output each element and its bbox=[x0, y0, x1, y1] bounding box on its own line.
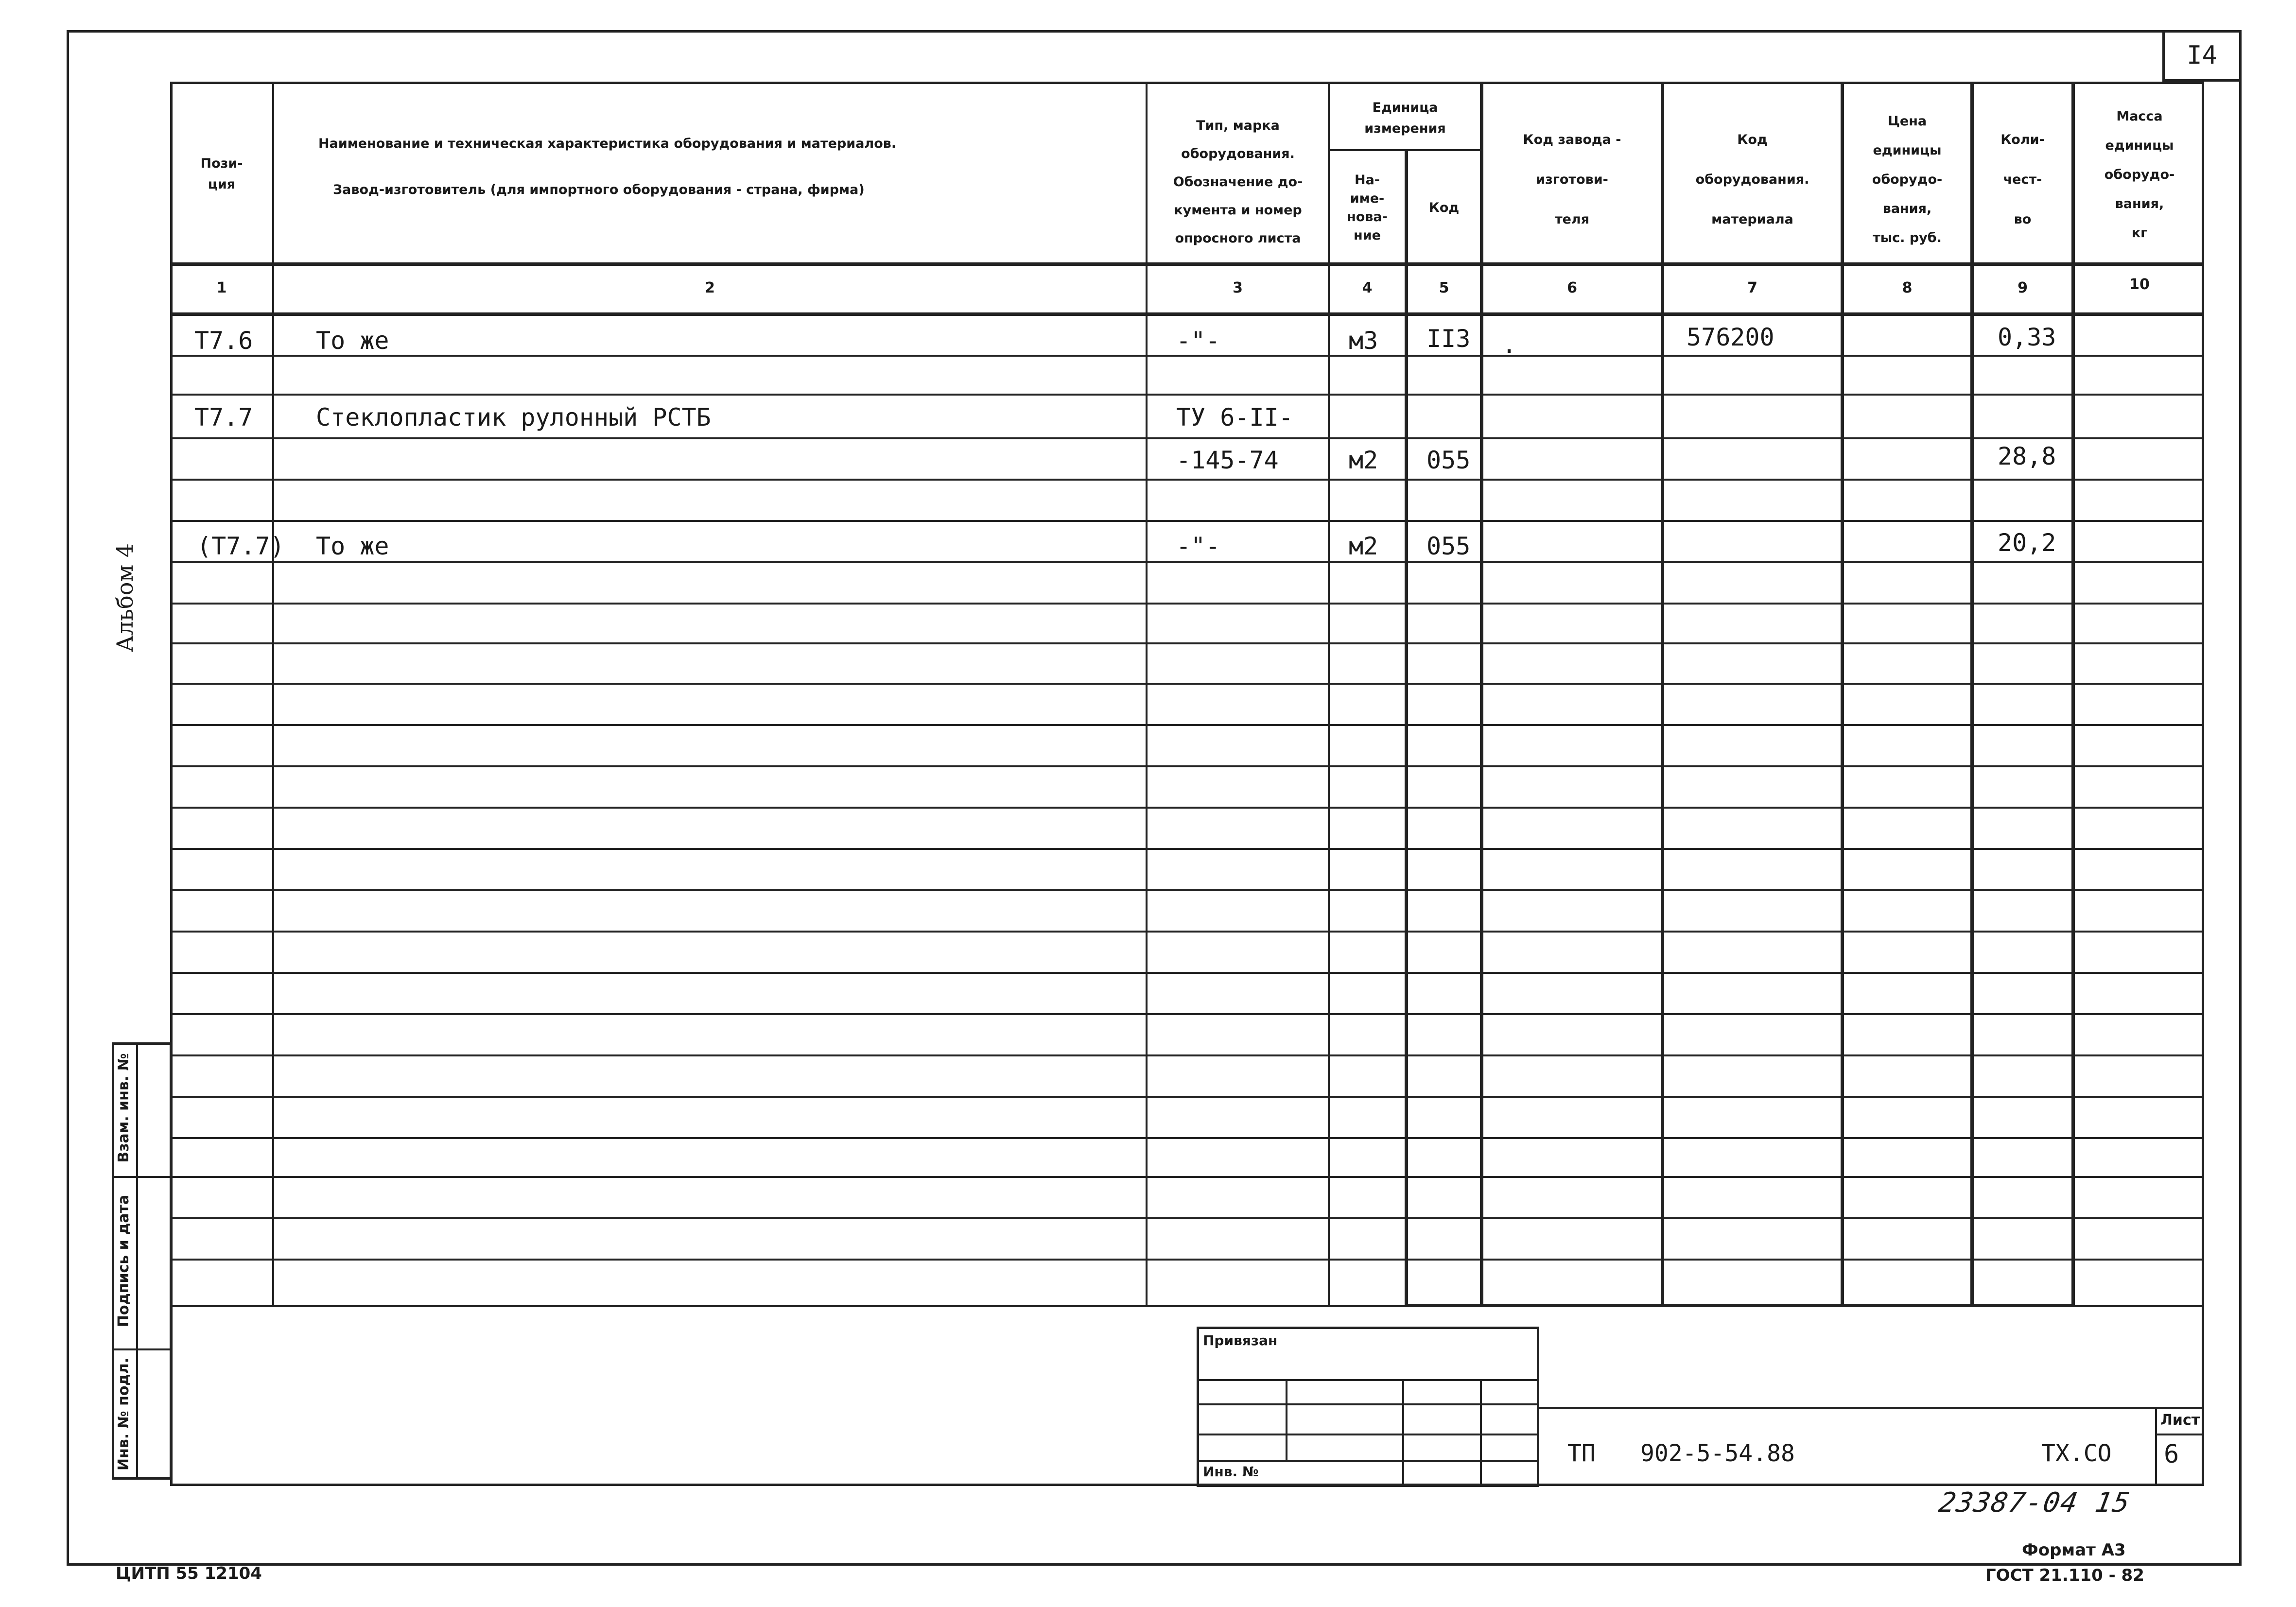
row-line bbox=[170, 1137, 2204, 1139]
row-line bbox=[170, 848, 2204, 850]
row4-name: То же bbox=[316, 532, 389, 560]
inv-no-label: Инв. № bbox=[1203, 1464, 1259, 1480]
col-line-9 bbox=[2071, 82, 2075, 1307]
row-line bbox=[170, 807, 2204, 809]
row2-type: ТУ 6-II- bbox=[1176, 403, 1293, 432]
header-bottom-line bbox=[170, 262, 2204, 266]
row3-code: 055 bbox=[1426, 446, 1471, 474]
colnum-3: 3 bbox=[1233, 279, 1243, 296]
data-bottom-bold bbox=[1405, 1304, 2075, 1307]
col-line-1 bbox=[272, 82, 274, 1307]
row3-type: -145-74 bbox=[1176, 446, 1279, 474]
row-line bbox=[170, 603, 2204, 605]
row-line bbox=[170, 1217, 2204, 1219]
row-line bbox=[170, 437, 2204, 439]
row4-unit: м2 bbox=[1349, 532, 1378, 560]
row1-unit: м3 bbox=[1349, 327, 1378, 355]
colnum-7: 7 bbox=[1747, 279, 1757, 296]
row-line bbox=[170, 1176, 2204, 1178]
title-sheet-divider bbox=[2155, 1407, 2157, 1485]
row3-unit: м2 bbox=[1349, 446, 1378, 474]
row1-maker: . bbox=[1502, 330, 1517, 359]
row-line bbox=[170, 1259, 2204, 1261]
row-line bbox=[170, 765, 2204, 767]
header-position: Пози- ция bbox=[200, 156, 243, 192]
title-block-top bbox=[1538, 1407, 2204, 1409]
row-line bbox=[170, 561, 2204, 563]
header-unit-code: Код bbox=[1428, 200, 1460, 215]
col-line-3 bbox=[1328, 82, 1330, 1307]
row1-code: II3 bbox=[1426, 325, 1471, 353]
header-name-line2: Завод-изготовитель (для импортного оборудования - страна, фирма) bbox=[333, 182, 865, 197]
header-name-line1: Наименование и техническая характеристика оборудования и материалов. bbox=[318, 136, 897, 151]
citp-label: ЦИТП 55 12104 bbox=[116, 1564, 262, 1583]
colnum-9: 9 bbox=[2018, 279, 2028, 296]
row-line bbox=[170, 520, 2204, 522]
privyazan-grid bbox=[1286, 1379, 1287, 1460]
gost-label: ГОСТ 21.110 - 82 bbox=[1985, 1566, 2144, 1585]
sheet-label: Лист bbox=[2160, 1412, 2200, 1429]
row4-type: -"- bbox=[1176, 532, 1220, 560]
col-line-2 bbox=[1146, 82, 1148, 1307]
row-line bbox=[170, 683, 2204, 685]
side-stamp-inv: Инв. № подл. bbox=[115, 1357, 132, 1471]
col-line-7 bbox=[1841, 82, 1844, 1307]
side-stamp-vzam: Взам. инв. № bbox=[115, 1053, 132, 1163]
side-stamp-sep2 bbox=[112, 1348, 172, 1350]
colnum-bottom-line bbox=[170, 312, 2204, 316]
side-stamp-divider bbox=[136, 1042, 138, 1480]
privyazan-grid bbox=[1197, 1460, 1539, 1462]
row-line bbox=[170, 931, 2204, 933]
col-line-8 bbox=[1970, 82, 1974, 1307]
row-line bbox=[170, 642, 2204, 644]
corner-sheet-number: I4 bbox=[2187, 41, 2217, 70]
header-qty: Коли- чест- во bbox=[2000, 132, 2045, 227]
row4-pos: (T7.7) bbox=[197, 532, 285, 560]
header-type: Тип, марка оборудования. Обозначение до- кумента и номер опросного листа bbox=[1173, 118, 1303, 246]
row1-pos: T7.6 bbox=[194, 327, 253, 355]
header-equip-code: Код оборудования. материала bbox=[1695, 132, 1809, 227]
colnum-5: 5 bbox=[1439, 279, 1449, 296]
row-line bbox=[170, 889, 2204, 891]
row4-code: 055 bbox=[1426, 532, 1471, 560]
sheet-number: 6 bbox=[2164, 1440, 2179, 1469]
header-unit-name: На- име- нова- ние bbox=[1347, 172, 1388, 243]
album-label: Альбом 4 bbox=[112, 543, 138, 653]
row-line bbox=[170, 1096, 2204, 1098]
colnum-8: 8 bbox=[1902, 279, 1913, 296]
privyazan-grid bbox=[1197, 1403, 1539, 1405]
row-line bbox=[170, 479, 2204, 481]
format-label: Формат А3 bbox=[2022, 1540, 2126, 1560]
privyazan-grid bbox=[1197, 1379, 1539, 1381]
row1-name: То же bbox=[316, 327, 389, 355]
privyazan-label: Привязан bbox=[1203, 1332, 1278, 1348]
row1-qty: 0,33 bbox=[1998, 323, 2056, 351]
colnum-6: 6 bbox=[1567, 279, 1577, 296]
project-code: 902-5-54.88 bbox=[1640, 1440, 1795, 1467]
colnum-10: 10 bbox=[2129, 276, 2150, 293]
col-line-5 bbox=[1480, 82, 1483, 1307]
side-stamp-podpis: Подпись и дата bbox=[115, 1194, 132, 1328]
colnum-1: 1 bbox=[216, 279, 227, 296]
row4-qty: 20,2 bbox=[1998, 529, 2056, 557]
handwritten-number: 23387-04 15 bbox=[1936, 1487, 2133, 1519]
header-price: Цена единицы оборудо- вания, тыс. руб. bbox=[1872, 114, 1943, 245]
col-line-4-top bbox=[1405, 149, 1407, 312]
header-unit: Единица измерения bbox=[1364, 100, 1446, 136]
row-line bbox=[170, 355, 2204, 357]
privyazan-grid bbox=[1480, 1379, 1482, 1486]
row-line bbox=[170, 1054, 2204, 1056]
row2-name: Стеклопластик рулонный РСТБ bbox=[316, 403, 711, 432]
privyazan-block bbox=[1197, 1327, 1539, 1487]
row-line bbox=[170, 724, 2204, 726]
project-label: ТП bbox=[1567, 1440, 1596, 1467]
row-line bbox=[170, 1013, 2204, 1015]
row-line bbox=[170, 972, 2204, 974]
col-line-6 bbox=[1661, 82, 1664, 1307]
header-maker-code: Код завода - изготови- теля bbox=[1523, 132, 1621, 227]
row3-qty: 28,8 bbox=[1998, 442, 2056, 470]
colnum-2: 2 bbox=[705, 279, 715, 296]
privyazan-grid bbox=[1402, 1379, 1404, 1486]
privyazan-grid bbox=[1197, 1434, 1539, 1435]
colnum-4: 4 bbox=[1362, 279, 1373, 296]
doc-code: ТХ.СО bbox=[2041, 1440, 2112, 1467]
header-mass: Масса единицы оборудо- вания, кг bbox=[2104, 109, 2175, 241]
row-line bbox=[170, 394, 2204, 396]
side-stamp-sep1 bbox=[112, 1176, 172, 1178]
col-line-4 bbox=[1405, 149, 1408, 1307]
row1-equip: 576200 bbox=[1687, 323, 1774, 351]
row1-type: -"- bbox=[1176, 327, 1220, 355]
title-sheet-sep bbox=[2155, 1434, 2204, 1435]
row2-pos: T7.7 bbox=[194, 403, 253, 432]
